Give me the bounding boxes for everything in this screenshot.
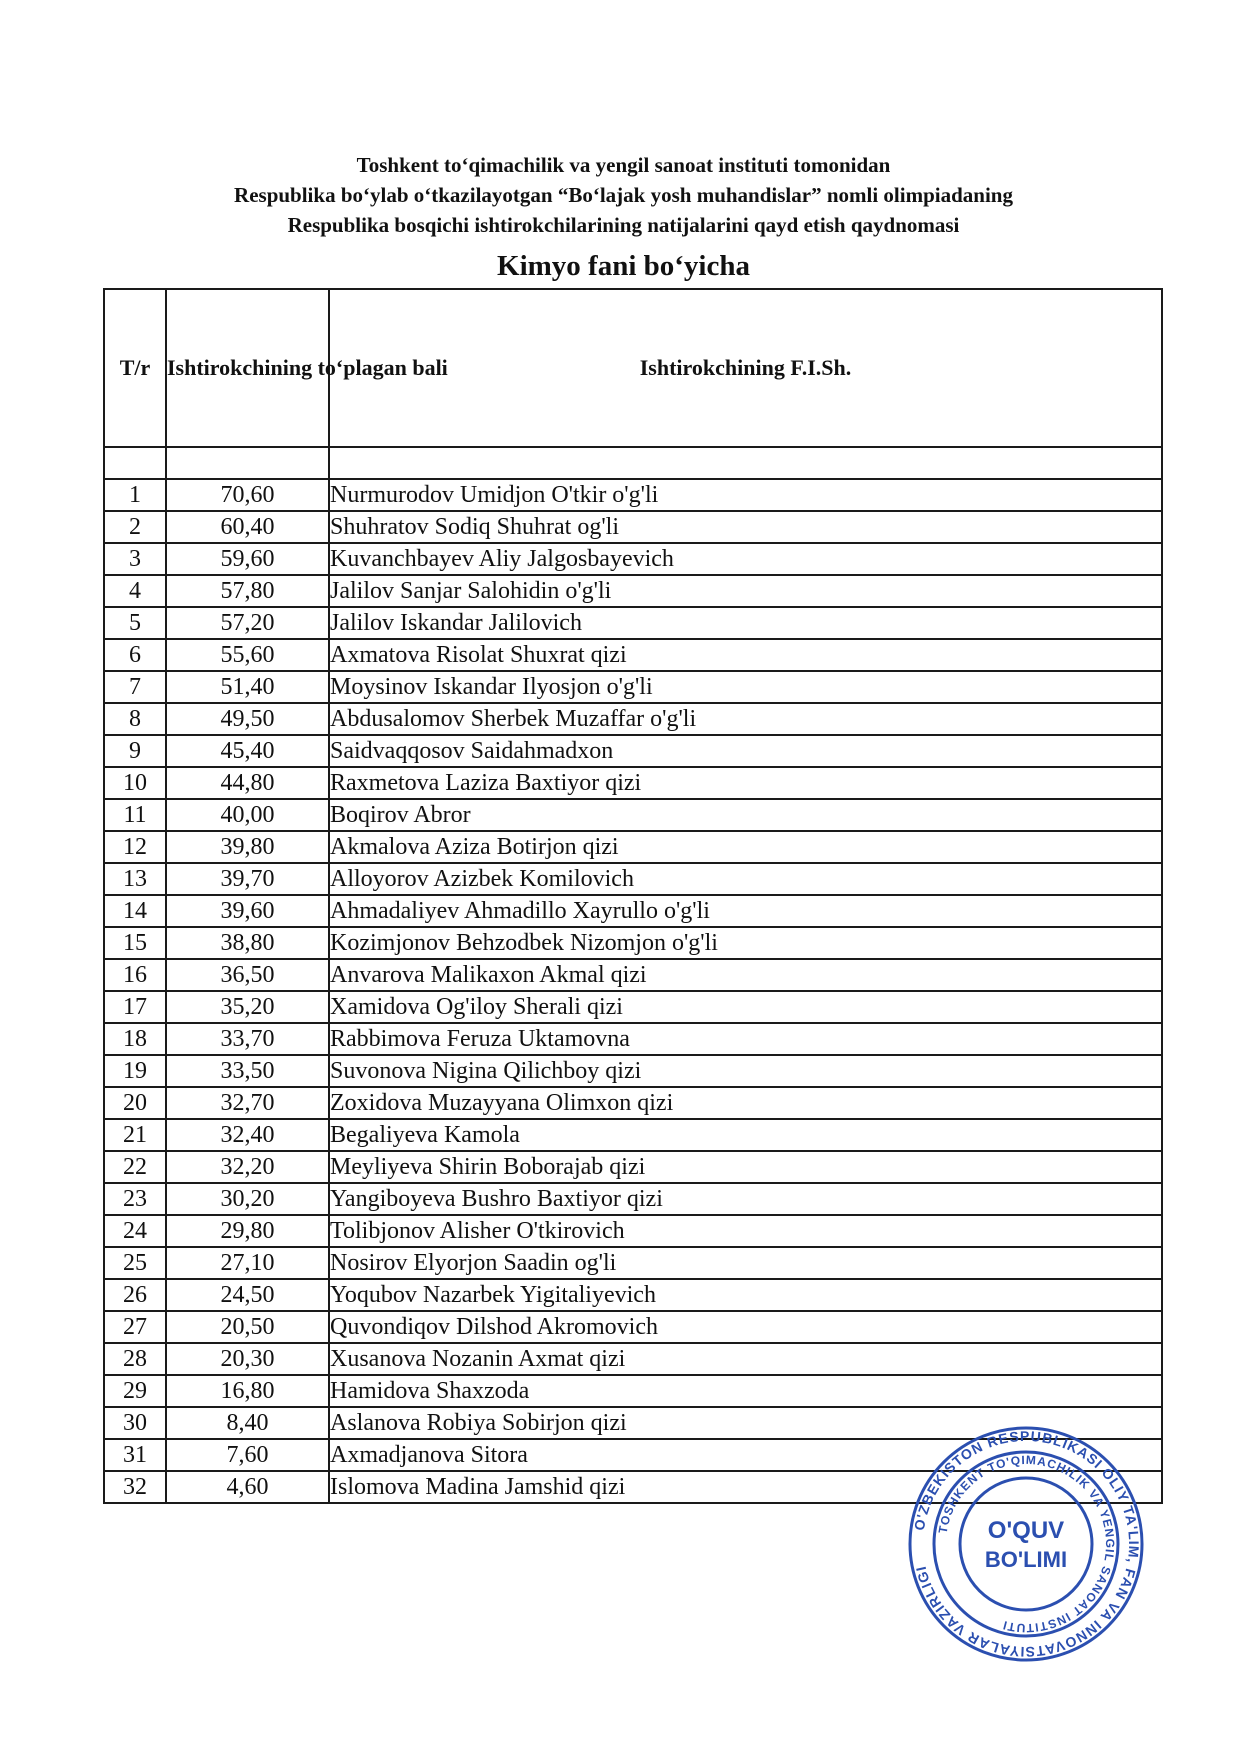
table-row — [104, 959, 1162, 991]
row-score-cell: 20,50 — [166, 1311, 329, 1343]
row-score-cell: 24,50 — [166, 1279, 329, 1311]
row-name-cell: Hamidova Shaxzoda — [329, 1375, 1162, 1407]
row-number-cell: 19 — [104, 1055, 166, 1087]
table-row — [104, 1151, 1162, 1183]
row-name-cell: Abdusalomov Sherbek Muzaffar o'g'li — [329, 703, 1162, 735]
row-score-cell: 4,60 — [166, 1471, 329, 1503]
table-row — [104, 895, 1162, 927]
stamp-inner-text: TOSHKENT TO'QIMACHILIK VA YENGIL SANOAT INSTITUTI — [935, 1452, 1118, 1636]
official-stamp — [906, 1424, 1146, 1664]
table-row — [104, 639, 1162, 671]
table-row — [104, 479, 1162, 511]
row-name-cell: Jalilov Sanjar Salohidin o'g'li — [329, 575, 1162, 607]
stamp-outer-text: O'ZBEKISTON RESPUBLIKASI OLIY TA'LIM, FAN VA INNOVATSIYALAR VAZIRLIGI — [910, 1427, 1143, 1661]
row-number-cell: 3 — [104, 543, 166, 575]
row-score-cell: 57,80 — [166, 575, 329, 607]
table-row — [104, 1055, 1162, 1087]
row-name-cell: Raxmetova Laziza Baxtiyor qizi — [329, 767, 1162, 799]
row-name-cell: Nurmurodov Umidjon O'tkir o'g'li — [329, 479, 1162, 511]
row-number-cell: 18 — [104, 1023, 166, 1055]
table-row — [104, 1247, 1162, 1279]
row-score-cell: 32,40 — [166, 1119, 329, 1151]
row-name-cell: Anvarova Malikaxon Akmal qizi — [329, 959, 1162, 991]
row-number-cell: 17 — [104, 991, 166, 1023]
row-name-cell: Axmadjanova Sitora — [329, 1439, 1162, 1471]
row-name-cell: Boqirov Abror — [329, 799, 1162, 831]
row-score-cell: 57,20 — [166, 607, 329, 639]
row-name-cell: Islomova Madina Jamshid qizi — [329, 1471, 1162, 1503]
row-number-cell: 21 — [104, 1119, 166, 1151]
row-name-cell: Alloyorov Azizbek Komilovich — [329, 863, 1162, 895]
header-line-3: Respublika bosqichi ishtirokchilarining natijalarini qayd etish qaydnomasi — [287, 213, 960, 237]
row-number-cell: 30 — [104, 1407, 166, 1439]
row-number-cell: 25 — [104, 1247, 166, 1279]
row-score-cell: 70,60 — [166, 479, 329, 511]
row-name-cell: Aslanova Robiya Sobirjon qizi — [329, 1407, 1162, 1439]
row-number-cell: 2 — [104, 511, 166, 543]
row-score-cell: 33,50 — [166, 1055, 329, 1087]
table-row — [104, 575, 1162, 607]
row-score-cell: 16,80 — [166, 1375, 329, 1407]
header-line-2: Respublika bo‘ylab o‘tkazilayotgan “Bo‘lajak yosh muhandislar” nomli olimpiadaning — [234, 183, 1013, 207]
row-score-cell: 45,40 — [166, 735, 329, 767]
row-score-cell: 51,40 — [166, 671, 329, 703]
row-number-cell: 22 — [104, 1151, 166, 1183]
row-number-cell: 14 — [104, 895, 166, 927]
row-name-cell: Kuvanchbayev Aliy Jalgosbayevich — [329, 543, 1162, 575]
table-row — [104, 1087, 1162, 1119]
row-number-cell: 31 — [104, 1439, 166, 1471]
stamp-inner-ring — [934, 1452, 1118, 1636]
table-row — [104, 991, 1162, 1023]
row-number-cell: 12 — [104, 831, 166, 863]
table-row — [104, 1023, 1162, 1055]
row-number-cell: 10 — [104, 767, 166, 799]
row-name-cell: Yoqubov Nazarbek Yigitaliyevich — [329, 1279, 1162, 1311]
row-name-cell: Nosirov Elyorjon Saadin og'li — [329, 1247, 1162, 1279]
table-row — [104, 1215, 1162, 1247]
table-row — [104, 863, 1162, 895]
row-score-cell: 55,60 — [166, 639, 329, 671]
header-number: T/r — [104, 289, 166, 447]
table-row — [104, 1375, 1162, 1407]
row-number-cell: 27 — [104, 1311, 166, 1343]
row-name-cell: Quvondiqov Dilshod Akromovich — [329, 1311, 1162, 1343]
row-score-cell: 32,20 — [166, 1151, 329, 1183]
row-score-cell: 27,10 — [166, 1247, 329, 1279]
table-row — [104, 767, 1162, 799]
row-name-cell: Xamidova Og'iloy Sherali qizi — [329, 991, 1162, 1023]
row-number-cell: 23 — [104, 1183, 166, 1215]
row-number-cell: 20 — [104, 1087, 166, 1119]
row-number-cell: 28 — [104, 1343, 166, 1375]
row-score-cell: 49,50 — [166, 703, 329, 735]
table-row — [104, 703, 1162, 735]
row-score-cell: 44,80 — [166, 767, 329, 799]
row-name-cell: Moysinov Iskandar Ilyosjon o'g'li — [329, 671, 1162, 703]
row-name-cell: Xusanova Nozanin Axmat qizi — [329, 1343, 1162, 1375]
row-name-cell: Tolibjonov Alisher O'tkirovich — [329, 1215, 1162, 1247]
row-number-cell: 15 — [104, 927, 166, 959]
row-number-cell: 32 — [104, 1471, 166, 1503]
results-table — [103, 288, 1163, 1504]
row-number-cell: 26 — [104, 1279, 166, 1311]
row-score-cell: 35,20 — [166, 991, 329, 1023]
row-number-cell: 11 — [104, 799, 166, 831]
row-score-cell: 60,40 — [166, 511, 329, 543]
row-name-cell: Begaliyeva Kamola — [329, 1119, 1162, 1151]
row-score-cell: 33,70 — [166, 1023, 329, 1055]
stamp-center-ring — [960, 1478, 1092, 1610]
row-number-cell: 4 — [104, 575, 166, 607]
row-number-cell: 16 — [104, 959, 166, 991]
table-row — [104, 607, 1162, 639]
table-row — [104, 1183, 1162, 1215]
table-row — [104, 543, 1162, 575]
stamp-center-line-2: BO'LIMI — [984, 1547, 1068, 1572]
stamp-center-line-1: O'QUV — [987, 1517, 1065, 1544]
row-score-cell: 8,40 — [166, 1407, 329, 1439]
table-row — [104, 735, 1162, 767]
row-name-cell: Akmalova Aziza Botirjon qizi — [329, 831, 1162, 863]
row-score-cell: 39,60 — [166, 895, 329, 927]
table-row — [104, 927, 1162, 959]
row-name-cell: Suvonova Nigina Qilichboy qizi — [329, 1055, 1162, 1087]
row-number-cell: 5 — [104, 607, 166, 639]
row-score-cell: 40,00 — [166, 799, 329, 831]
table-row — [104, 511, 1162, 543]
row-name-cell: Shuhratov Sodiq Shuhrat og'li — [329, 511, 1162, 543]
header-line-1: Toshkent to‘qimachilik va yengil sanoat instituti tomonidan — [356, 153, 891, 177]
row-number-cell: 13 — [104, 863, 166, 895]
table-row — [104, 1343, 1162, 1375]
row-name-cell: Yangiboyeva Bushro Baxtiyor qizi — [329, 1183, 1162, 1215]
row-name-cell: Axmatova Risolat Shuxrat qizi — [329, 639, 1162, 671]
row-name-cell: Ahmadaliyev Ahmadillo Xayrullo o'g'li — [329, 895, 1162, 927]
document-header — [0, 150, 1247, 240]
row-number-cell: 24 — [104, 1215, 166, 1247]
row-name-cell: Kozimjonov Behzodbek Nizomjon o'g'li — [329, 927, 1162, 959]
row-score-cell: 38,80 — [166, 927, 329, 959]
row-name-cell: Zoxidova Muzayyana Olimxon qizi — [329, 1087, 1162, 1119]
row-score-cell: 30,20 — [166, 1183, 329, 1215]
table-row — [104, 1279, 1162, 1311]
table-body — [104, 447, 1162, 1503]
row-name-cell: Jalilov Iskandar Jalilovich — [329, 607, 1162, 639]
table-row — [104, 799, 1162, 831]
header-name: Ishtirokchining F.I.Sh. — [329, 289, 1162, 447]
row-name-cell: Saidvaqqosov Saidahmadxon — [329, 735, 1162, 767]
row-number-cell: 7 — [104, 671, 166, 703]
row-score-cell: 29,80 — [166, 1215, 329, 1247]
row-number-cell: 1 — [104, 479, 166, 511]
header-gap-row — [104, 447, 1162, 479]
row-score-cell: 59,60 — [166, 543, 329, 575]
table-row — [104, 671, 1162, 703]
row-name-cell: Rabbimova Feruza Uktamovna — [329, 1023, 1162, 1055]
table-row — [104, 1119, 1162, 1151]
row-number-cell: 8 — [104, 703, 166, 735]
row-score-cell: 39,80 — [166, 831, 329, 863]
table-header-row — [104, 289, 1162, 447]
row-name-cell: Meyliyeva Shirin Boborajab qizi — [329, 1151, 1162, 1183]
row-score-cell: 20,30 — [166, 1343, 329, 1375]
table-row — [104, 1311, 1162, 1343]
header-score: Ishtirokchining to‘plagan bali — [166, 289, 329, 447]
row-number-cell: 9 — [104, 735, 166, 767]
subject-title: Kimyo fani bo‘yicha — [497, 250, 750, 282]
row-score-cell: 39,70 — [166, 863, 329, 895]
row-score-cell: 32,70 — [166, 1087, 329, 1119]
row-number-cell: 6 — [104, 639, 166, 671]
row-number-cell: 29 — [104, 1375, 166, 1407]
row-score-cell: 36,50 — [166, 959, 329, 991]
table-row — [104, 831, 1162, 863]
row-score-cell: 7,60 — [166, 1439, 329, 1471]
